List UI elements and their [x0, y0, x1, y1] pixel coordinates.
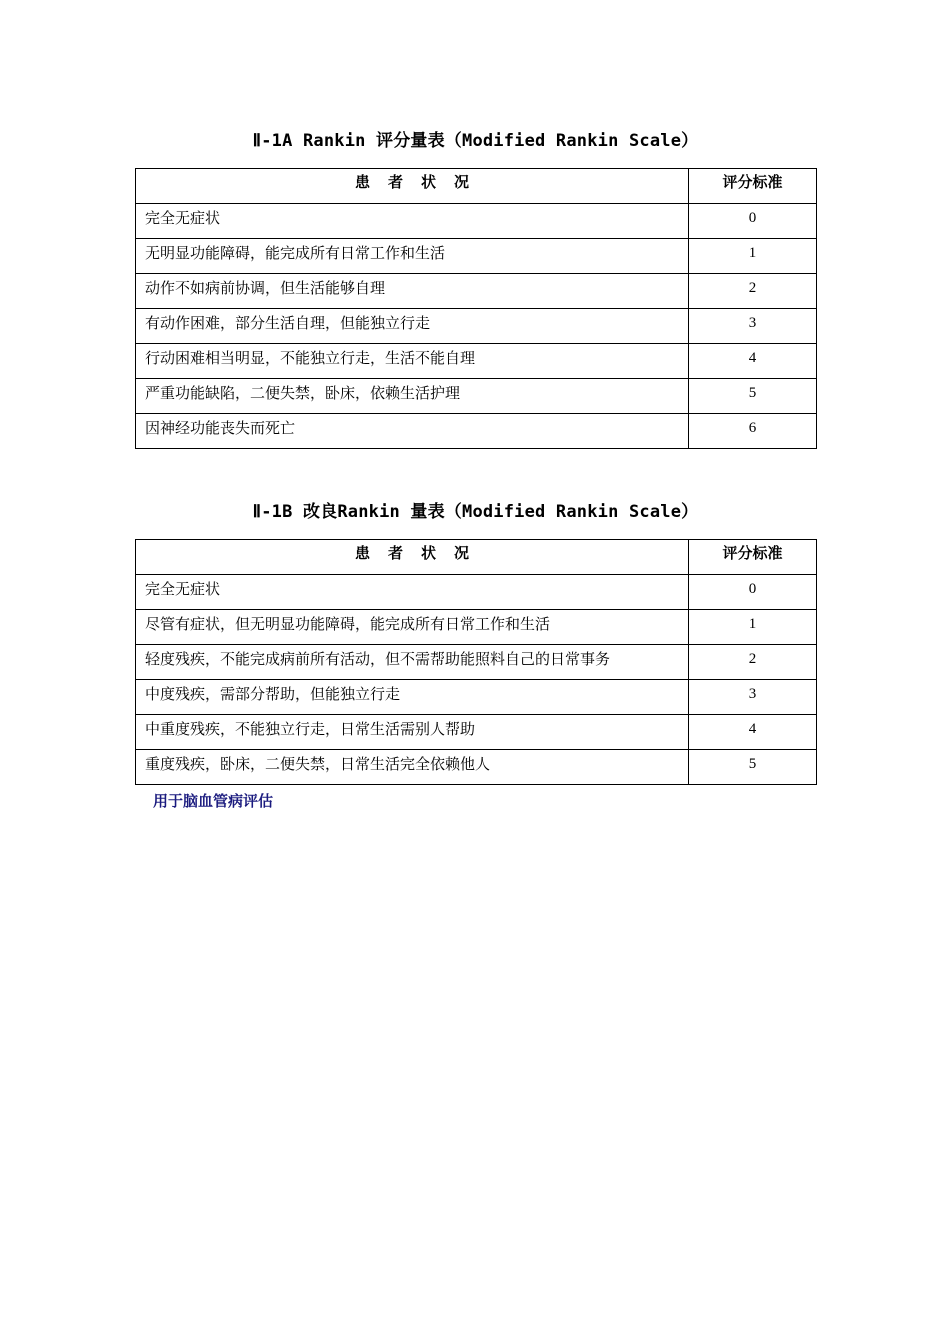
score-cell: 2 — [689, 274, 817, 309]
score-cell: 1 — [689, 239, 817, 274]
score-cell: 0 — [689, 575, 817, 610]
status-cell: 严重功能缺陷，二便失禁，卧床，依赖生活护理 — [136, 379, 689, 414]
table-row — [136, 309, 817, 344]
status-cell: 动作不如病前协调，但生活能够自理 — [136, 274, 689, 309]
status-cell: 无明显功能障碍，能完成所有日常工作和生活 — [136, 239, 689, 274]
score-cell: 5 — [689, 379, 817, 414]
status-cell: 重度残疾，卧床，二便失禁，日常生活完全依赖他人 — [136, 750, 689, 785]
table-header-row — [136, 169, 817, 204]
table-row — [136, 414, 817, 449]
table-b-title: Ⅱ-1B 改良Rankin 量表（Modified Rankin Scale） — [252, 502, 699, 522]
score-cell: 3 — [689, 680, 817, 715]
table-row — [136, 645, 817, 680]
table-row — [136, 344, 817, 379]
table-row — [136, 610, 817, 645]
table-header-row — [136, 540, 817, 575]
score-cell: 4 — [689, 715, 817, 750]
usage-footnote: 用于脑血管病评估 — [153, 792, 274, 810]
score-cell: 6 — [689, 414, 817, 449]
status-cell: 行动困难相当明显，不能独立行走，生活不能自理 — [136, 344, 689, 379]
status-cell: 中度残疾，需部分帮助，但能独立行走 — [136, 680, 689, 715]
status-cell: 有动作困难，部分生活自理，但能独立行走 — [136, 309, 689, 344]
status-cell: 完全无症状 — [136, 204, 689, 239]
status-cell: 轻度残疾，不能完成病前所有活动，但不需帮助能照料自己的日常事务 — [136, 645, 689, 680]
table-row — [136, 715, 817, 750]
status-cell: 尽管有症状，但无明显功能障碍，能完成所有日常工作和生活 — [136, 610, 689, 645]
table-row — [136, 379, 817, 414]
score-cell: 3 — [689, 309, 817, 344]
table-row — [136, 239, 817, 274]
status-column-header: 患者状况 — [136, 169, 689, 204]
table-a-title: Ⅱ-1A Rankin 评分量表（Modified Rankin Scale） — [252, 131, 699, 151]
score-column-header: 评分标准 — [689, 540, 817, 575]
status-cell: 完全无症状 — [136, 575, 689, 610]
table-row — [136, 274, 817, 309]
status-cell: 中重度残疾，不能独立行走，日常生活需别人帮助 — [136, 715, 689, 750]
score-cell: 5 — [689, 750, 817, 785]
score-column-header: 评分标准 — [689, 169, 817, 204]
rankin-scale-table — [135, 168, 817, 449]
table-row — [136, 204, 817, 239]
score-cell: 4 — [689, 344, 817, 379]
table-row — [136, 750, 817, 785]
score-cell: 2 — [689, 645, 817, 680]
status-cell: 因神经功能丧失而死亡 — [136, 414, 689, 449]
score-cell: 1 — [689, 610, 817, 645]
table-row — [136, 680, 817, 715]
status-column-header: 患者状况 — [136, 540, 689, 575]
modified-rankin-scale-table — [135, 539, 817, 785]
table-row — [136, 575, 817, 610]
score-cell: 0 — [689, 204, 817, 239]
